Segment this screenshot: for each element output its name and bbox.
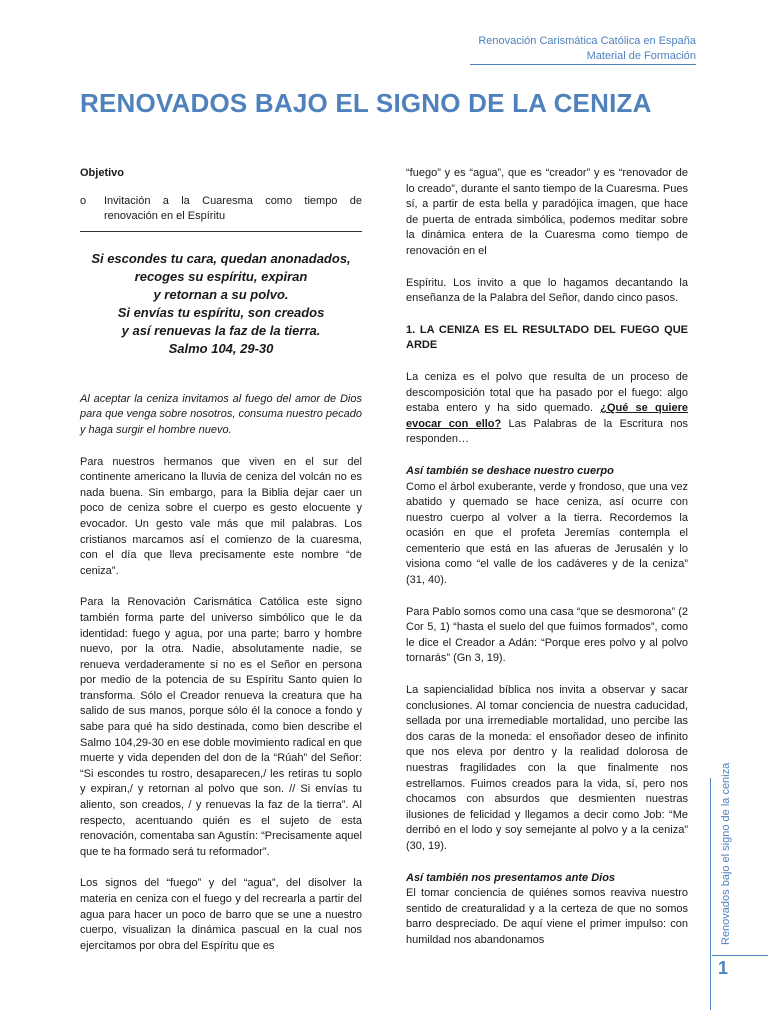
psalm-line: y así renuevas la faz de la tierra. [121, 322, 321, 338]
header-subtitle: Material de Formación [586, 50, 696, 62]
body-paragraph: El tomar conciencia de quiénes somos reaviva nuestro sentido de creaturalidad y a la certeza de que no somos barro despreciado. De aquí viene el primer impulso: con humildad nos abandonamos [406, 887, 688, 946]
body-paragraph: Espíritu. Los invito a que lo hagamos decantando la enseñanza de la Palabra del Señor, dando cinco pasos. [406, 276, 688, 305]
body-paragraph: Los signos del “fuego” y del “agua”, del disolver la materia en ceniza con el fuego y del recrearla a partir del agua para hacer un poco de barro que se une a nuestro cuerpo, visualizan la dinámica pascual en la cual nos ejercitamos por obra del Espíritu que es [80, 877, 362, 952]
objective-divider [80, 231, 362, 232]
body-paragraph [406, 370, 688, 448]
psalm-citation: Salmo 104, 29-30 [168, 340, 274, 356]
body-paragraph: La sapiencialidad bíblica nos invita a observar y sacar conclusiones. Al tomar conciencia de nuestra caducidad, sellada por una irremediable mortalidad, uno percibe las dos caras de la moneda: el ensoñador deseo de infinito que nos eleva por dentro y la realidad dolorosa de nuestras fragilidades con la que finalmente nos estrellamos. Fuimos creados para la vida, sí, pero nos chocamos con absurdos que desmienten nuestras ilusiones de felicidad y llegamos a decir como Job: “Me derribó en el lodo y soy semejante al polvo y a la ceniza” (30, 19). [406, 684, 688, 852]
psalm-line: Si envías tu espíritu, son creados [117, 304, 325, 320]
body-paragraph: Para nuestros hermanos que viven en el sur del continente americano la lluvia de ceniza del volcán no es nada buena. Sin embargo, para la Biblia dejar caer un poco de ceniza sobre el cuerpo es gesto elocuente y evocador. Un gesto vale más que mil palabras. Los cristianos marcamos así el comienzo de la cuaresma, con el día que lleva precisamente este nombre “de ceniza”. [80, 455, 362, 577]
body-paragraph: Como el árbol exuberante, verde y frondoso, que una vez abatido y quemado se hace ceniza, así ocurre con nuestro cuerpo al volver a la tierra. Recordemos la ocasión en que el profeta Jeremías contempla el cementerio que está en las afueras de Jerusalén y lo visiona como “el valle de los cadáveres y de la ceniza” (31, 40). [406, 480, 688, 587]
running-title: Renovados bajo el signo de la ceniza [720, 762, 732, 945]
body-paragraph: Para la Renovación Carismática Católica este signo también forma parte del universo simbólico que le da identidad: fuego y agua, por una parte; barro y hombre nuevo, por la otra. Nadie, absolutamente nadie, se renueva verdaderamente si no es el Señor en persona por medio de la potencia de su Espíritu Santo quien lo transforma. Sólo el Creador renueva la creatura que ha salido de sus manos, porque sólo él la conoce a fondo y sabe para qué ha sido destinada, como bien describe el Salmo 104,29-30 en ese doble movimiento radical en que muerte y vida dependen del don de la “Rúah” del Señor: “Si escondes tu rostro, desaparecen,/ les retiras tu soplo y expiran,/ y retornan al polvo que son. // Si envías tu aliento, son creados, / y renuevas la faz de la tierra”. Al respecto, acentuando quién es el sujeto de esta renovación, comentaba san Agustín: “Precisamente aquel que te ha formado será tu reformador”. [80, 596, 362, 858]
page-number: 1 [718, 958, 729, 978]
intro-paragraph: Al aceptar la ceniza invitamos al fuego del amor de Dios para que venga sobre nosotros, consuma nuestro pecado y haga surgir el hombre nuevo. [80, 392, 362, 436]
subheading: Así también nos presentamos ante Dios [406, 871, 616, 884]
page-header [478, 34, 696, 64]
psalm-line: recoges su espíritu, expiran [134, 268, 308, 284]
right-column [406, 166, 688, 965]
objective-text: Invitación a la Cuaresma como tiempo de renovación en el Espíritu [104, 194, 362, 223]
highlighted-question: ¿Qué se quiere evocar con ello? [406, 402, 688, 430]
left-column [80, 166, 362, 970]
paragraph-text: La ceniza es el polvo que resulta de un proceso de descomposición total que ha pasado por el fuego: algo estaba entero y ha sido quemado. [406, 370, 688, 415]
header-divider [470, 64, 696, 65]
bullet-marker: o [80, 194, 87, 207]
document-title: RENOVADOS BAJO EL SIGNO DE LA CENIZA [80, 88, 652, 118]
body-paragraph: “fuego” y es “agua”, que es “creador” y es “renovador de lo creado”, durante el santo tiempo de la Cuaresma. Pues sí, a partir de esta bella y paradójica imagen, que hace de puerta de entrada simbólica, podemos meditar sobre la dinámica entera de la Cuaresma como tiempo de renovación en el [406, 167, 688, 257]
psalm-line: y retornan a su polvo. [153, 286, 289, 302]
page-number-rule [712, 955, 768, 956]
body-paragraph: Para Pablo somos como una casa “que se desmorona” (2 Cor 5, 1) “hasta el suelo del que fuimos formados”, como le dice el Creador a Adán: “Porque eres polvo y al polvo tornarás” (Gn 3, 19). [406, 605, 688, 665]
header-organization: Renovación Carismática Católica en España [478, 35, 696, 47]
objective-heading: Objetivo [80, 167, 125, 179]
psalm-line: Si escondes tu cara, quedan anonadados, [91, 250, 351, 266]
objective-bullet [80, 194, 362, 225]
paragraph-text: Las Palabras de la Escritura nos responden… [406, 417, 688, 446]
section-heading: 1. LA CENIZA ES EL RESULTADO DEL FUEGO QUE ARDE [406, 323, 688, 352]
psalm-quote [80, 250, 362, 358]
sidebar-divider [710, 778, 711, 1010]
subheading: Así también se deshace nuestro cuerpo [406, 464, 614, 477]
